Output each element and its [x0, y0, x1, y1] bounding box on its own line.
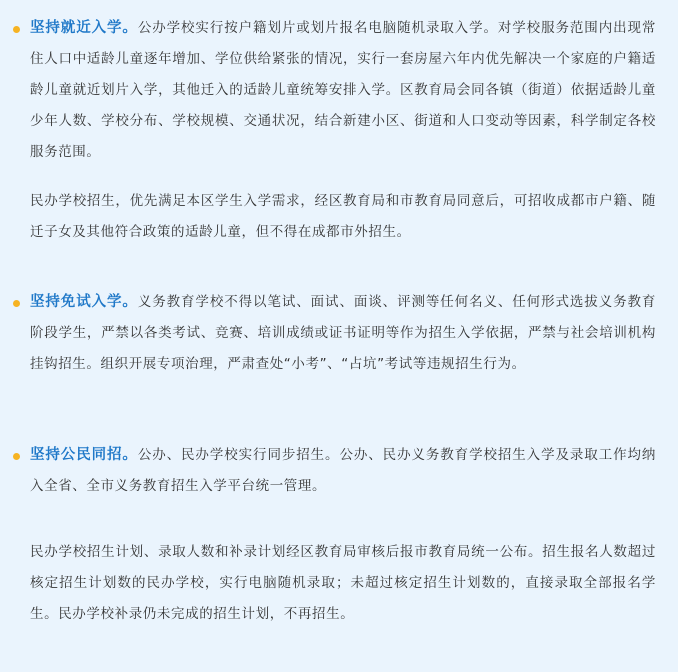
bullet-dot-icon: [13, 26, 20, 33]
section-public-private-sync: [0, 440, 678, 502]
section-heading: 坚持免试入学。: [30, 294, 138, 310]
section-heading: 坚持公民同招。: [30, 447, 138, 463]
bullet-dot-icon: [13, 453, 20, 460]
section-paragraph: [30, 13, 656, 168]
section-exam-free-enrollment: [0, 287, 678, 380]
section-body-text: 公办、民办学校实行同步招生。公办、民办义务教育学校招生入学及录取工作均纳入全省、全市义务教育招生入学平台统一管理。: [30, 447, 656, 494]
section-nearby-enrollment: [0, 13, 678, 168]
section-body-text: 公办学校实行按户籍划片或划片报名电脑随机录取入学。对学校服务范围内出现常住人口中适龄儿童逐年增加、学位供给紧张的情况，实行一套房屋六年内优先解决一个家庭的户籍适龄儿童就近划片入学，其他迁入的适龄儿童统筹安排入学。区教育局会同各镇（街道）依据适龄儿童少年人数、学校分布、学校规模、交通状况，结合新建小区、街道和人口变动等因素，科学制定各校服务范围。: [30, 20, 656, 160]
section-paragraph: 民办学校招生，优先满足本区学生入学需求，经区教育局和市教育局同意后，可招收成都市户籍、随迁子女及其他符合政策的适龄儿童，但不得在成都市外招生。: [30, 193, 656, 240]
section-heading: 坚持就近入学。: [30, 20, 138, 36]
section-body-text: 义务教育学校不得以笔试、面试、面谈、评测等任何名义、任何形式选拔义务教育阶段学生，严禁以各类考试、竞赛、培训成绩或证书证明等作为招生入学依据，严禁与社会培训机构挂钩招生。组织开展专项治理，严肃查处“小考”、“占坑”考试等违规招生行为。: [30, 294, 656, 372]
section-private-school-enrollment: [0, 186, 678, 248]
bullet-dot-icon: [13, 300, 20, 307]
section-private-plan-publication: [0, 537, 678, 630]
section-paragraph: 民办学校招生计划、录取人数和补录计划经区教育局审核后报市教育局统一公布。招生报名人数超过核定招生计划数的民办学校，实行电脑随机录取；未超过核定招生计划数的，直接录取全部报名学生。民办学校补录仍未完成的招生计划，不再招生。: [30, 544, 656, 622]
section-paragraph: [30, 440, 656, 502]
section-paragraph: [30, 287, 656, 380]
